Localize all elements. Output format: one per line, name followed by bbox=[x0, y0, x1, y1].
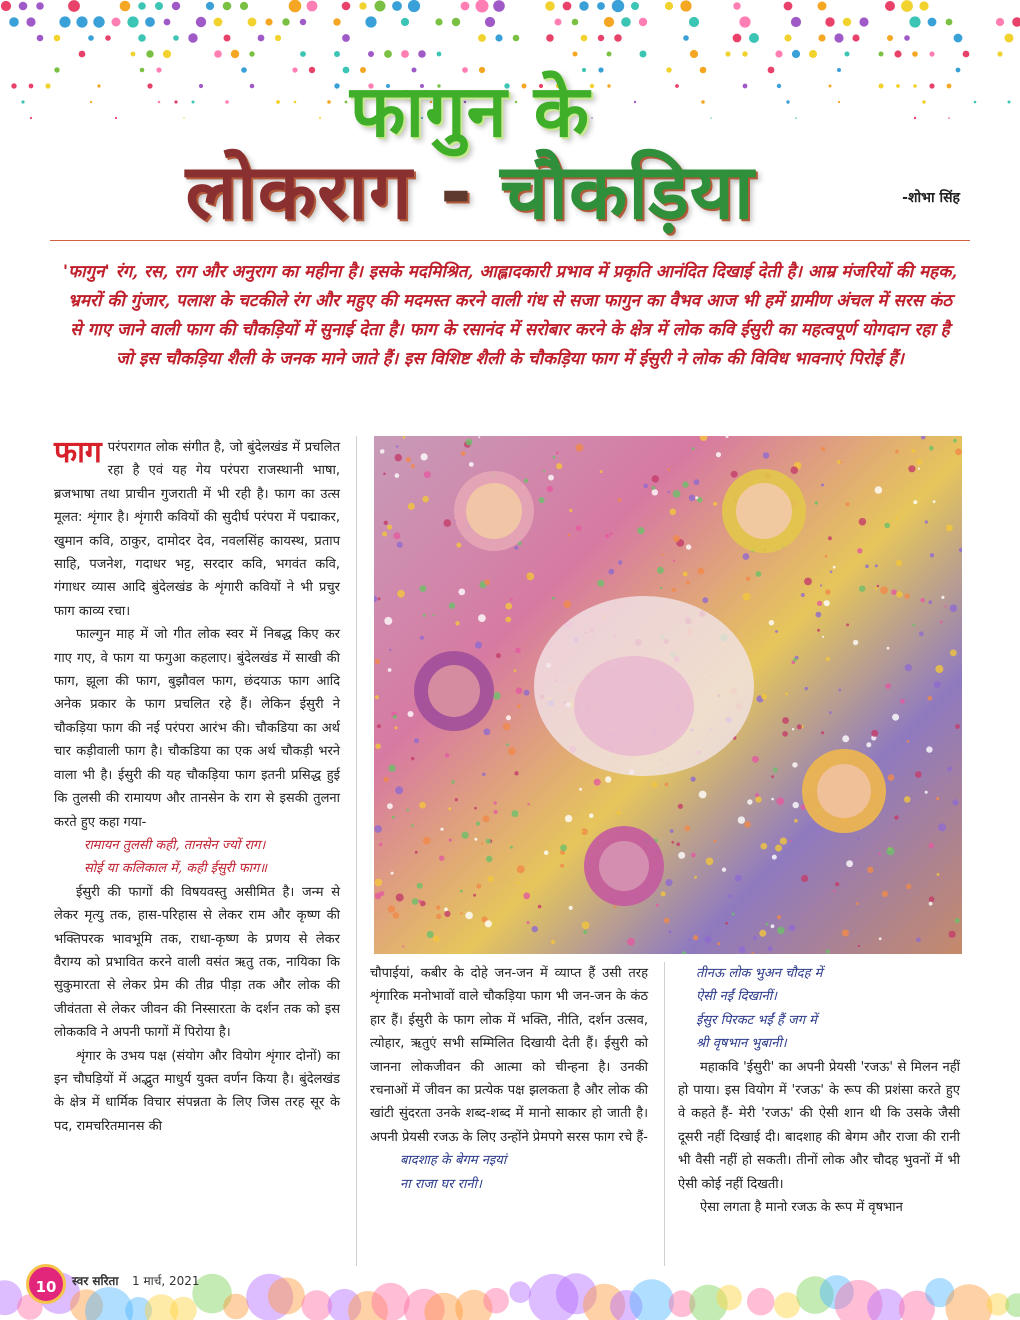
footer-splash bbox=[371, 1283, 409, 1320]
confetti-dot bbox=[155, 2, 163, 10]
confetti-dot bbox=[946, 19, 953, 26]
confetti-dot bbox=[791, 17, 801, 27]
confetti-dot bbox=[792, 50, 800, 58]
confetti-dot bbox=[300, 19, 306, 25]
confetti-dot bbox=[997, 51, 1002, 56]
title-separator: - bbox=[412, 147, 501, 236]
confetti-dot bbox=[368, 51, 374, 57]
confetti-dot bbox=[749, 33, 759, 43]
verse-line: सोई या कलिकाल में, कही ईसुरी फाग॥ bbox=[84, 861, 268, 877]
confetti-dot bbox=[879, 52, 884, 57]
confetti-dot bbox=[555, 19, 562, 26]
confetti-dot bbox=[59, 16, 70, 27]
confetti-dot bbox=[164, 19, 171, 26]
col1-para-4: शृंगार के उभय पक्ष (संयोग और वियोग शृंगार दोनों) का इन चौघड़ियों में अद्भुत माधुर्य युक्त वर्णन किया है। बुंदेलखंड के क्षेत्र में धार्मिक विचार संपन्नता के लिए जिस तरह सूर के पद, रामचरितमानस की bbox=[54, 1048, 340, 1134]
confetti-dot bbox=[640, 51, 647, 58]
confetti-dot bbox=[223, 2, 232, 11]
confetti-dot bbox=[307, 1, 318, 12]
confetti-dot bbox=[573, 52, 578, 57]
confetti-dot bbox=[929, 51, 934, 56]
confetti-dot bbox=[563, 2, 572, 11]
confetti-dot bbox=[214, 50, 222, 58]
confetti-dot bbox=[928, 18, 937, 27]
footer-splash bbox=[747, 1288, 775, 1316]
confetti-dot bbox=[258, 35, 265, 42]
confetti-dot bbox=[224, 35, 231, 42]
verse-line: श्री वृषभान भुबानी। bbox=[696, 1036, 787, 1052]
confetti-dot bbox=[334, 51, 340, 57]
confetti-dot bbox=[784, 2, 793, 11]
confetti-dot bbox=[342, 2, 351, 11]
confetti-dot bbox=[954, 34, 963, 43]
confetti-dot bbox=[249, 51, 254, 56]
column-divider bbox=[664, 962, 665, 1266]
confetti-dot bbox=[1012, 17, 1020, 27]
title-word-lokrag: लोकराग bbox=[185, 147, 413, 236]
confetti-dot bbox=[607, 52, 612, 57]
confetti-dot bbox=[843, 18, 851, 26]
confetti-dot bbox=[775, 50, 782, 57]
confetti-dot bbox=[901, 0, 913, 12]
intro-paragraph: 'फागुन' रंग, रस, राग और अनुराग का महीना है। इसके मदमिश्रित, आह्लादकारी प्रभाव में प्रकृति आनंदित दिखाई देती है। आम्र मंजरियों की महक, भ्रमरों की गुंजार, पलाश के चटकीले रंग और महुए की मदमस्त करने वाली गंध से सजा फागुन का वैभव आज भी हमें ग्रामीण अंचल में सरस कंठ से गाए जाने वाली फाग की चौकड़ियों में सुनाई देता है। फाग के रसानंद में सरोबार करने के क्षेत्र में लोक कवि ईसुरी का महत्वपूर्ण योगदान रहा है जो इस चौकड़िया शैली के जनक माने जाते हैं। इस विशिष्ट शैली के चौकड़िया फाग में ईसुरी ने लोक की विविध भावनाएं पिरोई हैं। bbox=[62, 262, 958, 369]
confetti-dot bbox=[581, 35, 588, 42]
col1-para-1-text: परंपरागत लोक संगीत है, जो बुंदेलखंड में प्रचलित रहा है एवं यह गेय परंपरा राजस्थानी भाषा, ब्रजभाषा तथा प्राचीन गुजराती में भी रही है। फाग का उत्स मूलत: शृंगार है। शृंगारी कवियों की सुदीर्घ परंपरा में पद्माकर, खुमान कवि, ठाकुर, दामोदर देव, नवलसिंह कायस्थ, प्रताप साहि, पजनेश, गदाधर भट्ट, सरदार कवि, भगवंत कवि, गंगाधर व्यास आदि बुंदेलखंड के शृंगारी कवियों ने भी प्रचुर फाग काव्य रचा। bbox=[54, 440, 340, 619]
confetti-dot bbox=[112, 18, 121, 27]
confetti-dot bbox=[282, 18, 289, 25]
confetti-dot bbox=[631, 2, 639, 10]
confetti-dot bbox=[138, 34, 146, 42]
confetti-dot bbox=[26, 17, 35, 26]
confetti-dot bbox=[598, 35, 604, 41]
confetti-dot bbox=[435, 18, 442, 25]
confetti-dot bbox=[683, 35, 689, 41]
confetti-dot bbox=[495, 34, 502, 41]
footer-magazine-name: स्वर सरिता bbox=[72, 1274, 119, 1288]
confetti-dot bbox=[392, 1, 402, 11]
confetti-dot bbox=[401, 18, 409, 26]
confetti-dot bbox=[127, 16, 138, 27]
column-2 bbox=[370, 962, 648, 1196]
confetti-dot bbox=[852, 34, 859, 41]
confetti-dot bbox=[572, 19, 579, 26]
confetti-dot bbox=[188, 33, 197, 42]
confetti-dot bbox=[859, 17, 868, 26]
confetti-dot bbox=[93, 16, 104, 27]
confetti-dot bbox=[19, 2, 28, 11]
confetti-dot bbox=[604, 17, 614, 27]
confetti-dot bbox=[1008, 101, 1011, 104]
title-word-chaukadiya: चौकड़िया bbox=[500, 147, 755, 236]
holi-photo-art bbox=[374, 436, 962, 954]
confetti-dot bbox=[88, 35, 94, 41]
col1-para-2: फाल्गुन माह में जो गीत लोक स्वर में निबद्ध किए कर गाए गए, वे फाग या फगुआ कहलाए। बुंदेलखंड में साखी की फाग, झूला की फाग, बुझौवल फाग, छंदयाऊ फाग आदि अनेक प्रकार के फाग प्रचलित रहे हैं। लेकिन ईसुरी ने चौकड़िया फाग की नई परंपरा आरंभ की। चौकडिया का अर्थ चार कड़ीवाली फाग है। चौकडिया का एक अर्थ चौकड़ी भरने वाला भी है। ईसुरी की यह चौकड़िया फाग इतनी प्रसिद्ध हुई कि तुलसी की रामायण और तानसेन के राग से इसकी तुलना करते हुए कहा गया- bbox=[54, 627, 340, 830]
confetti-dot bbox=[904, 35, 910, 41]
confetti-dot bbox=[146, 50, 153, 57]
confetti-dot bbox=[437, 52, 442, 57]
verse-line: ऐसी नईं दिखानीं। bbox=[696, 989, 777, 1005]
confetti-dot bbox=[333, 18, 340, 25]
footer-splash bbox=[268, 1278, 305, 1315]
column-3 bbox=[678, 962, 960, 1219]
confetti-dot bbox=[231, 50, 239, 58]
confetti-dot bbox=[163, 50, 171, 58]
confetti-dot bbox=[265, 18, 272, 25]
footer-splash bbox=[483, 1288, 509, 1314]
col3-para-2: ऐसा लगता है मानो रजऊ के रूप में वृषभान bbox=[700, 1200, 903, 1216]
confetti-dot bbox=[485, 17, 495, 27]
column-1 bbox=[54, 436, 340, 1138]
confetti-dot bbox=[54, 35, 61, 42]
page-number: 10 bbox=[26, 1264, 66, 1304]
confetti-dot bbox=[138, 2, 146, 10]
confetti-dot bbox=[621, 17, 631, 27]
confetti-dot bbox=[665, 2, 673, 10]
drop-cap: फाग bbox=[54, 435, 102, 470]
confetti-dot bbox=[919, 1, 928, 10]
col2-para-1: चौपाईयां, कबीर के दोहे जन-जन में व्याप्त हैं उसी तरह शृंगारिक मनोभावों वाले चौकड़िया फाग भी जन-जन के कंठ हार हैं। ईसुरी के फाग लोक में भक्ति, नीति, दर्शन उत्सव, त्योहार, ऋतुएं सभी सम्मिलित दिखायी देती हैं। ईसुरी को जानना लोकजीवन की आत्मा को चीन्हना है। उनकी रचनाओं में जीवन का प्रत्येक पक्ष झलकता है और लोक की खांटी सुंदरता उनके शब्द-शब्द में मानो साकार हो जाती है। अपनी प्रेयसी रजऊ के लिए उन्होंने प्रेमपगे सरस फाग रचे हैं- bbox=[370, 966, 648, 1145]
confetti-dot bbox=[240, 2, 248, 10]
confetti-dot bbox=[300, 51, 306, 57]
confetti-dot bbox=[912, 51, 918, 57]
footer-colour-splash bbox=[0, 1262, 1020, 1320]
col1-para-1 bbox=[54, 436, 340, 623]
verse-line: तीनऊ लोक भुअन चौदह में bbox=[696, 966, 823, 981]
confetti-dot bbox=[963, 51, 970, 58]
confetti-dot bbox=[365, 16, 376, 27]
confetti-dot bbox=[845, 52, 850, 57]
header-rule bbox=[50, 240, 970, 241]
confetti-dot bbox=[513, 35, 520, 42]
confetti-dot bbox=[461, 2, 470, 11]
confetti-dot bbox=[834, 33, 843, 42]
confetti-dot bbox=[206, 2, 214, 10]
confetti-dot bbox=[145, 17, 155, 27]
confetti-dot bbox=[452, 18, 460, 26]
confetti-dot bbox=[275, 35, 281, 41]
footer-date: 1 मार्च, 2021 bbox=[132, 1274, 200, 1288]
confetti-dot bbox=[68, 0, 80, 12]
title-line-1: फागुन के bbox=[349, 69, 591, 153]
confetti-dot bbox=[196, 17, 206, 27]
confetti-dot bbox=[690, 50, 698, 58]
verse-line: बादशाह के बेगम नइयां bbox=[400, 1153, 507, 1169]
confetti-dot bbox=[818, 2, 827, 11]
verse-line: ना राजा घर रानी। bbox=[400, 1176, 482, 1192]
confetti-dot bbox=[689, 17, 699, 27]
confetti-dot bbox=[476, 0, 489, 13]
confetti-dot bbox=[36, 2, 44, 10]
confetti-dot bbox=[172, 2, 180, 10]
confetti-dot bbox=[612, 0, 624, 12]
confetti-dot bbox=[120, 1, 131, 12]
confetti-dot bbox=[733, 2, 740, 9]
title-line-2 bbox=[0, 138, 980, 241]
confetti-dot bbox=[639, 18, 647, 26]
confetti-dot bbox=[725, 51, 730, 56]
confetti-dot bbox=[742, 51, 747, 56]
confetti-dot bbox=[739, 16, 750, 27]
footer-splash bbox=[716, 1285, 742, 1311]
footer-splash bbox=[630, 1279, 675, 1320]
confetti-dot bbox=[79, 51, 86, 58]
confetti-dot bbox=[597, 2, 605, 10]
confetti-dot bbox=[478, 34, 486, 42]
author-byline: -शोभा सिंह bbox=[902, 190, 960, 206]
confetti-dot bbox=[493, 0, 505, 12]
confetti-dot bbox=[359, 2, 366, 9]
confetti-dot bbox=[214, 18, 223, 27]
confetti-dot bbox=[289, 0, 302, 12]
confetti-dot bbox=[131, 52, 136, 57]
verse-line: ईसुर पिरकट भईं हैं जग में bbox=[696, 1012, 817, 1028]
confetti-dot bbox=[818, 34, 825, 41]
footer-splash bbox=[223, 1294, 249, 1320]
holi-photo bbox=[374, 436, 962, 954]
confetti-dot bbox=[375, 1, 386, 12]
confetti-dot bbox=[809, 50, 817, 58]
confetti-dot bbox=[384, 50, 392, 58]
confetti-dot bbox=[784, 34, 791, 41]
confetti-dot bbox=[996, 18, 1004, 26]
confetti-dot bbox=[1005, 34, 1014, 43]
confetti-dot bbox=[733, 34, 742, 43]
confetti-dot bbox=[545, 1, 555, 11]
confetti-dot bbox=[401, 50, 409, 58]
footer-splash bbox=[774, 1292, 800, 1318]
confetti-dot bbox=[680, 0, 691, 11]
confetti-dot bbox=[579, 1, 588, 10]
confetti-dot bbox=[825, 17, 834, 26]
confetti-dot bbox=[248, 18, 257, 27]
confetti-dot bbox=[885, 1, 895, 11]
confetti-dot bbox=[614, 34, 622, 42]
confetti-dot bbox=[909, 16, 920, 27]
col3-para-1: महाकवि 'ईसुरी' का अपनी प्रेयसी 'रजऊ' से मिलन नहीं हो पाया। इस वियोग में 'रजऊ' के रूप की प्रशंसा करते हुए वे कहते हैं- मेरी 'रजऊ' की ऐसी शान थी कि उसके जैसी दूसरी नहीं दिखाई दी। बादशाह की बेगम और राजा की रानी भी वैसी नहीं हो सकती। तीनों लोक और चौदह भुवनों में भी ऐसी कोई नहीं दिखती। bbox=[678, 1059, 960, 1192]
verse-line: रामायन तुलसी कही, तानसेन ज्यों राग। bbox=[84, 837, 266, 853]
column-divider bbox=[356, 436, 357, 1266]
confetti-dot bbox=[1, 1, 11, 11]
confetti-dot bbox=[342, 34, 350, 42]
confetti-dot bbox=[105, 35, 111, 41]
confetti-dot bbox=[418, 50, 426, 58]
confetti-dot bbox=[894, 50, 901, 57]
confetti-dot bbox=[9, 17, 19, 27]
col1-para-3: ईसुरी की फागों की विषयवस्तु असीमित है। जन्म से लेकर मृत्यु तक, हास-परिहास से लेकर राम और कृष्ण की भक्तिपरक भावभूमि तक, राधा-कृष्ण के प्रणय से लेकर वैराग्य को प्रभावित करने वाली वसंत ऋतु तक, नायिका कि सुकुमारता से लेकर प्रेम की तीव्र पीड़ा तक और लोक की जीवंतता से लेकर जीवन की निस्सारता के दर्शन तक को इस लोककवि ने अपनी फागों में पिरोया है। bbox=[54, 884, 340, 1041]
footer-splash bbox=[509, 1281, 531, 1303]
confetti-dot bbox=[173, 35, 179, 41]
footer-splash bbox=[1005, 1293, 1020, 1317]
confetti-dot bbox=[887, 35, 893, 41]
confetti-dot bbox=[37, 35, 44, 42]
confetti-dot bbox=[546, 34, 554, 42]
confetti-dot bbox=[76, 16, 87, 27]
confetti-dot bbox=[408, 0, 420, 12]
